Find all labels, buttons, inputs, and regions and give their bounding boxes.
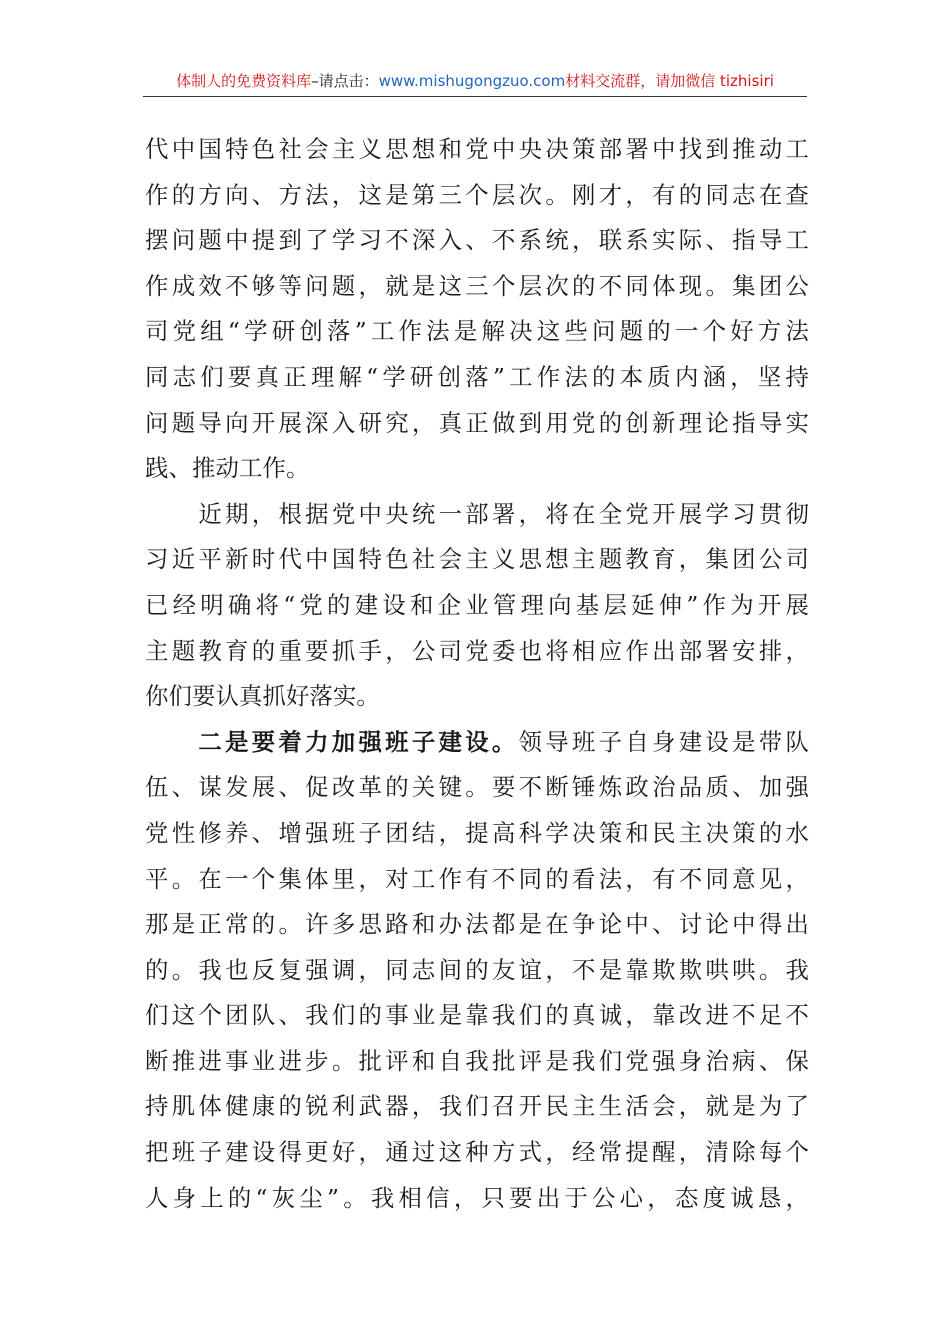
text-line: 作成效不够等问题，就是这三个层次的不同体现。集团公 xyxy=(145,271,809,300)
document-body xyxy=(145,127,809,1221)
text-line: 伍、谋发展、促改革的关键。要不断锤炼政治品质、加强 xyxy=(145,773,809,802)
text-line: 们这个团队、我们的事业是靠我们的真诚，靠改进不足不 xyxy=(145,1001,809,1030)
text-line: 作的方向、方法，这是第三个层次。刚才，有的同志在查 xyxy=(145,180,809,209)
section-heading: 二是要着力加强班子建设。 xyxy=(145,727,519,756)
text-line: 同志们要真正理解“学研创落”工作法的本质内涵，坚持 xyxy=(145,362,809,391)
text-line: 近期，根据党中央统一部署，将在全党开展学习贯彻 xyxy=(145,499,809,528)
header-note: 材料交流群，请加微信 tizhisiri xyxy=(565,72,774,90)
text-line: 司党组“学研创落”工作法是解决这些问题的一个好方法 xyxy=(145,317,809,346)
text-line: 摆问题中提到了学习不深入、不系统，联系实际、指导工 xyxy=(145,226,809,255)
text-line: 人身上的“灰尘”。我相信，只要出于公心，态度诚恳， xyxy=(145,1183,809,1212)
page-header xyxy=(143,66,807,97)
text-line: 习近平新时代中国特色社会主义思想主题教育，集团公司 xyxy=(145,545,809,574)
header-prompt: –请点击： xyxy=(311,72,379,90)
text-line: 党性修养、增强班子团结，提高科学决策和民主决策的水 xyxy=(145,818,809,847)
text-line: 主题教育的重要抓手，公司党委也将相应作出部署安排， xyxy=(145,636,809,665)
text-line: 持肌体健康的锐利武器，我们召开民主生活会，就是为了 xyxy=(145,1092,809,1121)
paragraph-1 xyxy=(145,127,809,492)
text-line xyxy=(145,720,809,766)
paragraph-3 xyxy=(145,720,809,1222)
text-line: 践、推动工作。 xyxy=(145,454,310,483)
text-line: 问题导向开展深入研究，真正做到用党的创新理论指导实 xyxy=(145,408,809,437)
heading-continuation: 领导班子自身建设是带队 xyxy=(518,727,809,756)
text-line: 平。在一个集体里，对工作有不同的看法，有不同意见， xyxy=(145,864,809,893)
text-line: 那是正常的。许多思路和办法都是在争论中、讨论中得出 xyxy=(145,910,809,939)
text-line: 把班子建设得更好，通过这种方式，经常提醒，清除每个 xyxy=(145,1138,809,1167)
text-line: 的。我也反复强调，同志间的友谊，不是靠欺欺哄哄。我 xyxy=(145,955,809,984)
text-line: 你们要认真抓好落实。 xyxy=(145,682,380,711)
text-line: 已经明确将“党的建设和企业管理向基层延伸”作为开展 xyxy=(145,590,809,619)
header-url-link[interactable]: www.mishugongzuo.com xyxy=(378,72,566,90)
text-line: 断推进事业进步。批评和自我批评是我们党强身治病、保 xyxy=(145,1046,809,1075)
text-line: 代中国特色社会主义思想和党中央决策部署中找到推动工 xyxy=(145,135,809,163)
header-brand: 体制人的免费资料库 xyxy=(176,72,312,90)
paragraph-2 xyxy=(145,492,809,720)
